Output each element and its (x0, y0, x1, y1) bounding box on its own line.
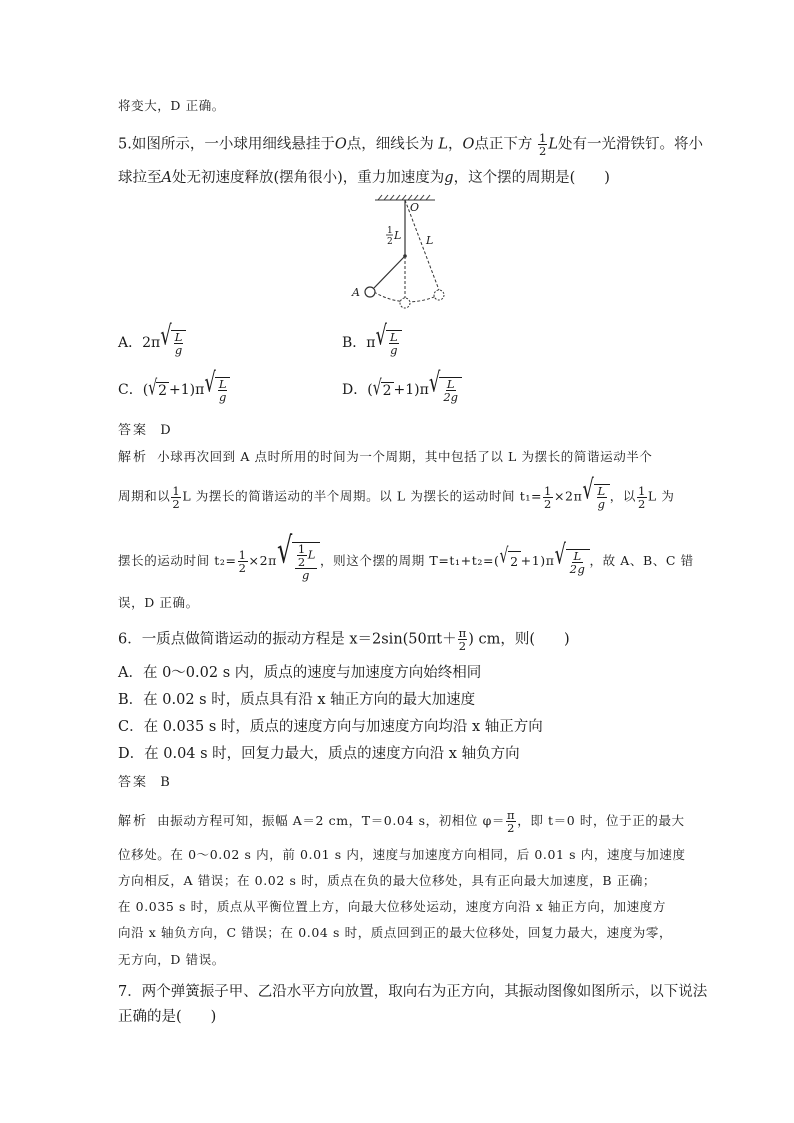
nail-dot (403, 254, 407, 258)
label-A: A (352, 286, 360, 299)
q6-solution-line3: 方向相反，A 错误；在 0.02 s 时，质点在负的最大位移处，具有正向最大加速度，B 正确； (118, 873, 657, 888)
q5-solution-line2: 周期和以 $\frac{1}{2}$ L 为摆长的简谐运动的半个周期。以 L 为摆长的运动时间 t₁= $\frac{1}{2}$ ×2π √ $\frac{L}{g}$ ，以 $\frac{1}{2}$ L 为 (118, 474, 675, 511)
q6-option-D: D．在 0.04 s 时，回复力最大，质点的速度方向沿 x 轴负方向 (118, 746, 520, 762)
q6-solution-line6: 无方向，D 错误。 (118, 952, 225, 967)
label-L: L (426, 234, 434, 247)
q6-solution-line5: 向沿 x 轴负方向，C 错误；在 0.04 s 时，质点回到正的最大位移处，回复力最大，速度为零， (118, 925, 673, 940)
string-to-ball-A (374, 256, 405, 288)
q5-half-fraction: $\frac{1}{2}$ (538, 131, 547, 158)
q5-solution-line4: 误，D 正确。 (118, 595, 199, 610)
q6-option-B: B．在 0.02 s 时，质点具有沿 x 轴正方向的最大加速度 (118, 692, 476, 708)
q6-solution-line1: 解析 由振动方程可知，振幅 A＝2 cm，T＝0.04 s，初相位 φ＝ $\frac{\pi}{2}$ ，即 t＝0 时，位于正的最大 (118, 808, 685, 835)
q7-stem-line1: 7．两个弹簧振子甲、乙沿水平方向放置，取向右为正方向，其振动图像如图所示，以下说法 (118, 984, 708, 1000)
label-O: O (410, 201, 420, 214)
label-half-num: 1 (387, 226, 393, 236)
q5-solution-line3: 摆长的运动时间 t₂= $\frac{1}{2}$ ×2π √ $\frac{1}{2}$ L g ，则这个摆的周期 T=t₁+t₂=( √ 2 +1)π √ $\frac{L}{2g}$ ，故 A、B、C 错 (118, 529, 694, 582)
prev-solution-tail: 将变大，D 正确。 (118, 98, 225, 113)
q6-option-C: C．在 0.035 s 时，质点的速度方向与加速度方向均沿 x 轴正方向 (118, 719, 543, 735)
q6-solution-line2: 位移处。在 0～0.02 s 内，前 0.01 s 内，速度与加速度方向相同，后 0.01 s 内，速度与加速度 (118, 847, 686, 862)
q6-option-A: A．在 0～0.02 s 内，质点的速度与加速度方向始终相同 (118, 665, 482, 681)
label-halfL: L (394, 229, 402, 242)
q5-solution-line1: 解析 小球再次回到 A 点时所用的时间为一个周期，其中包括了以 L 为摆长的简谐运动半个 (118, 449, 653, 465)
ceiling-hatch (375, 195, 435, 200)
pendulum-diagram (330, 192, 470, 312)
ball-right (434, 290, 444, 300)
q6-stem: 6．一质点做简谐运动的振动方程是 x＝2sin(50πt＋ $\frac{\pi}{2}$ ) cm，则( ) (118, 626, 570, 653)
q5-option-A: A．2π √ $\frac{L}{g}$ (118, 330, 186, 356)
q5-answer: 答案 D (118, 423, 173, 438)
q5-option-B: B．π √ $\frac{L}{g}$ (342, 330, 402, 356)
q5-option-C: C．( √ 2 +1)π √ $\frac{L}{g}$ (118, 377, 230, 403)
q6-answer: 答案 B (118, 775, 172, 790)
q5-option-D: D．( √ 2 +1)π √ $\frac{L}{2g}$ (342, 377, 462, 403)
q5-stem-line2: 球拉至A处无初速度释放(摆角很小)，重力加速度为g，这个摆的周期是( ) (118, 170, 610, 186)
ball-bottom (400, 298, 410, 308)
ball-A (365, 287, 375, 297)
q5-stem-line1: 5.如图所示，一小球用细线悬挂于O点，细线长为 L，O点正下方 $\frac{1}{2}$ L处有一光滑铁钉。将小 (118, 131, 703, 158)
label-half-den: 2 (387, 237, 393, 247)
q6-solution-line4: 在 0.035 s 时，质点从平衡位置上方，向最大位移处运动，速度方向沿 x 轴正方向，加速度方 (118, 899, 666, 914)
q7-stem-line2: 正确的是( ) (118, 1009, 217, 1025)
